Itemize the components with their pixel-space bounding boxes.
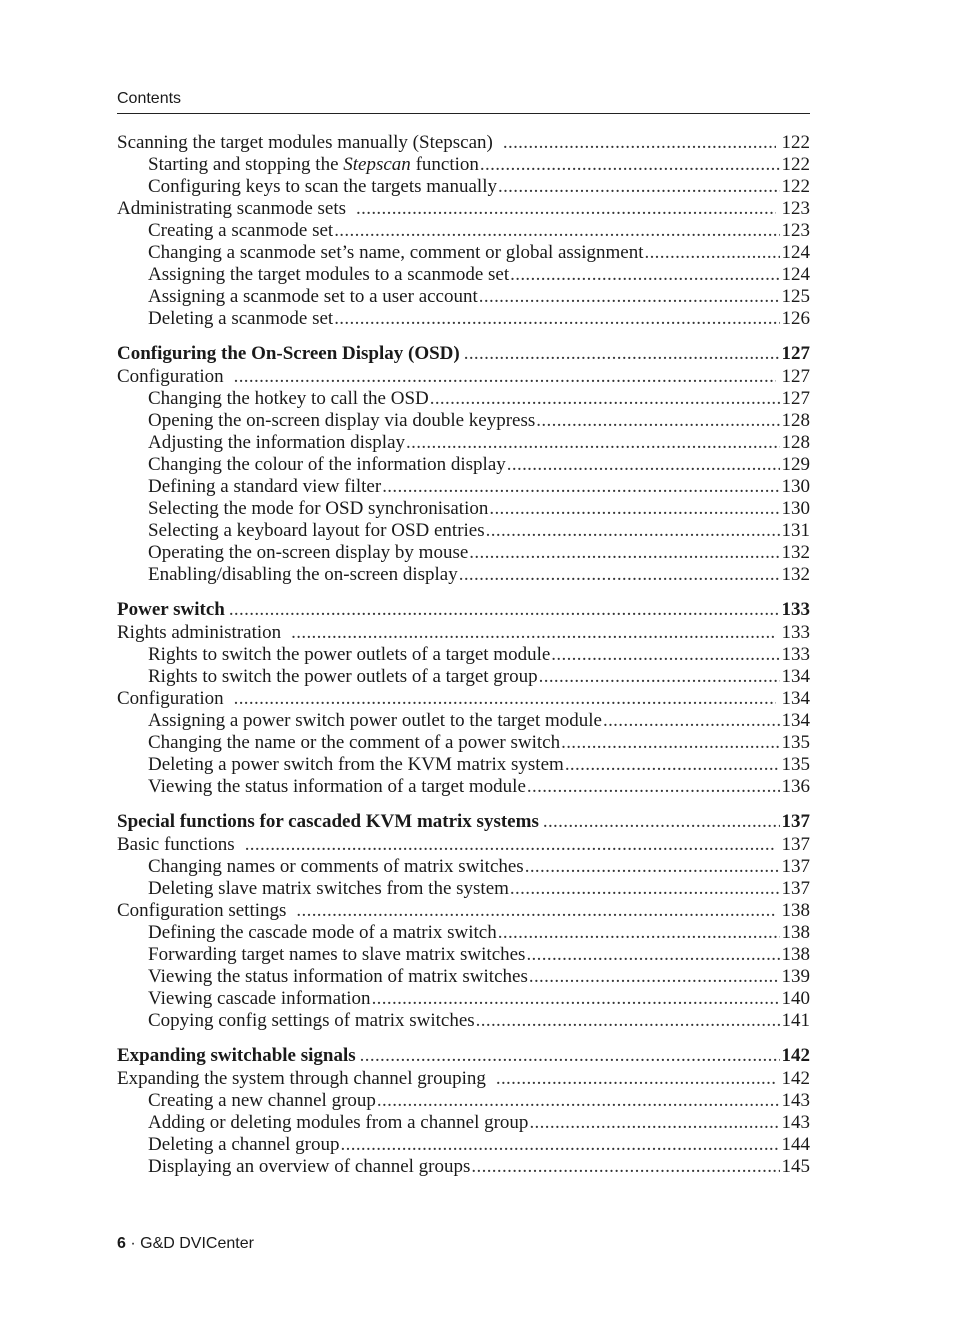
toc-entry-page: 122 — [781, 154, 810, 175]
table-of-contents — [117, 132, 810, 1178]
toc-entry-page: 137 — [781, 856, 810, 877]
toc-entry-page: 133 — [781, 599, 810, 620]
toc-entry-sub[interactable] — [117, 1134, 810, 1156]
toc-entry-title: Expanding the system through channel grouping — [117, 1068, 486, 1089]
dot-leader — [372, 988, 780, 1010]
toc-entry-title: Enabling/disabling the on-screen display — [148, 564, 458, 585]
toc-entry-page: 137 — [781, 811, 810, 832]
toc-entry-title: Power switch — [117, 599, 225, 620]
toc-entry-sub[interactable] — [117, 410, 810, 432]
dot-leader — [536, 410, 779, 432]
toc-entry-top[interactable] — [117, 688, 810, 710]
toc-entry-sub[interactable] — [117, 564, 810, 586]
toc-entry-sub[interactable] — [117, 732, 810, 754]
dot-leader — [291, 622, 775, 644]
dot-leader — [496, 1068, 776, 1090]
toc-entry-sub[interactable] — [117, 944, 810, 966]
toc-entry-title: Adding or deleting modules from a channel group — [148, 1112, 529, 1133]
toc-entry-sub[interactable] — [117, 220, 810, 242]
toc-entry-title: Changing the hotkey to call the OSD — [148, 388, 429, 409]
toc-entry-page: 144 — [781, 1134, 810, 1155]
toc-entry-title: Copying config settings of matrix switches — [148, 1010, 475, 1031]
toc-entry-title: Scanning the target modules manually (Stepscan) — [117, 132, 493, 153]
toc-entry-title: Rights administration — [117, 622, 282, 643]
toc-entry-sub[interactable] — [117, 966, 810, 988]
toc-entry-title: Expanding switchable signals — [117, 1045, 356, 1066]
dot-leader — [360, 1044, 780, 1068]
toc-entry-top[interactable] — [117, 366, 810, 388]
toc-entry-page: 137 — [781, 834, 810, 855]
toc-entry-page: 131 — [781, 520, 810, 541]
page-footer — [117, 1234, 254, 1254]
toc-entry-sub[interactable] — [117, 1112, 810, 1134]
toc-entry-page: 130 — [781, 498, 810, 519]
toc-entry-page: 124 — [781, 264, 810, 285]
toc-entry-title: Deleting a channel group — [148, 1134, 340, 1155]
toc-entry-title: Configuration settings — [117, 900, 287, 921]
toc-entry-page: 140 — [781, 988, 810, 1009]
toc-entry-title: Viewing the status information of matrix switches — [148, 966, 528, 987]
toc-entry-page: 142 — [781, 1045, 810, 1066]
toc-entry-page: 132 — [781, 542, 810, 563]
toc-entry-page: 134 — [781, 688, 810, 709]
toc-entry-title: Displaying an overview of channel groups — [148, 1156, 471, 1177]
toc-entry-title: Changing the name or the comment of a power switch — [148, 732, 561, 753]
dot-leader — [498, 922, 780, 944]
toc-entry-sub[interactable] — [117, 388, 810, 410]
toc-entry-page: 141 — [781, 1010, 810, 1031]
dot-leader — [551, 644, 779, 666]
dot-leader — [480, 154, 780, 176]
dot-leader — [603, 710, 780, 732]
toc-entry-sub[interactable] — [117, 176, 810, 198]
toc-entry-page: 137 — [781, 878, 810, 899]
dot-leader — [527, 776, 780, 798]
toc-entry-page: 132 — [781, 564, 810, 585]
dot-leader — [334, 308, 779, 330]
toc-entry-sub[interactable] — [117, 1156, 810, 1178]
toc-entry-page: 134 — [781, 666, 810, 687]
footer-doc-title: G&D DVICenter — [140, 1235, 254, 1252]
toc-entry-sub[interactable] — [117, 1010, 810, 1032]
dot-leader — [510, 878, 780, 900]
toc-entry-title: Creating a new channel group — [148, 1090, 376, 1111]
toc-entry-page: 142 — [781, 1068, 810, 1089]
dot-leader — [471, 1156, 779, 1178]
toc-entry-page: 133 — [781, 622, 810, 643]
toc-entry-sub[interactable] — [117, 754, 810, 776]
dot-leader — [565, 754, 780, 776]
toc-entry-sub[interactable] — [117, 644, 810, 666]
dot-leader — [543, 810, 780, 834]
toc-entry-chapter[interactable] — [117, 342, 810, 366]
dot-leader — [356, 198, 775, 220]
dot-leader — [539, 666, 780, 688]
toc-entry-title: Selecting the mode for OSD synchronisation — [148, 498, 489, 519]
dot-leader — [430, 388, 780, 410]
toc-entry-top[interactable] — [117, 198, 810, 220]
toc-entry-top[interactable] — [117, 132, 810, 154]
toc-entry-page: 130 — [781, 476, 810, 497]
toc-entry-page: 129 — [781, 454, 810, 475]
page-header: Contents — [117, 90, 182, 107]
toc-entry-page: 127 — [781, 366, 810, 387]
dot-leader — [476, 1010, 780, 1032]
dot-leader — [525, 856, 780, 878]
toc-entry-page: 122 — [781, 132, 810, 153]
dot-leader — [644, 242, 779, 264]
toc-entry-page: 145 — [781, 1156, 810, 1177]
toc-entry-title-part: Starting and stopping the — [148, 154, 344, 175]
toc-entry-sub[interactable] — [117, 988, 810, 1010]
dot-leader — [334, 220, 779, 242]
dot-leader — [464, 342, 780, 366]
toc-entry-page: 123 — [781, 198, 810, 219]
toc-entry-page: 139 — [781, 966, 810, 987]
dot-leader — [489, 498, 779, 520]
toc-entry-page: 138 — [781, 944, 810, 965]
toc-entry-sub[interactable] — [117, 498, 810, 520]
toc-entry-title: Assigning a power switch power outlet to the target module — [148, 710, 602, 731]
toc-entry-page: 138 — [781, 900, 810, 921]
toc-entry-title: Operating the on-screen display by mouse — [148, 542, 469, 563]
toc-entry-sub[interactable] — [117, 710, 810, 732]
toc-entry-page: 135 — [781, 732, 810, 753]
toc-entry-title: Assigning the target modules to a scanmode set — [148, 264, 510, 285]
toc-entry-title: Assigning a scanmode set to a user account — [148, 286, 478, 307]
toc-entry-page: 126 — [781, 308, 810, 329]
dot-leader — [406, 432, 779, 454]
dot-leader — [479, 286, 780, 308]
toc-entry-page: 134 — [781, 710, 810, 731]
header-divider — [117, 113, 810, 114]
toc-entry-page: 128 — [781, 432, 810, 453]
toc-entry-page: 138 — [781, 922, 810, 943]
toc-entry-page: 143 — [781, 1112, 810, 1133]
toc-entry-sub[interactable] — [117, 542, 810, 564]
footer-page-number: 6 — [117, 1235, 126, 1252]
toc-entry-title: Deleting a power switch from the KVM matrix system — [148, 754, 564, 775]
dot-leader — [229, 598, 780, 622]
toc-entry-title: Creating a scanmode set — [148, 220, 334, 241]
toc-entry-sub[interactable] — [117, 242, 810, 264]
dot-leader — [469, 542, 779, 564]
toc-entry-title: Deleting slave matrix switches from the system — [148, 878, 509, 899]
toc-entry-title: Rights to switch the power outlets of a target module — [148, 644, 551, 665]
toc-entry-sub[interactable] — [117, 308, 810, 330]
toc-entry-title: Basic functions — [117, 834, 235, 855]
toc-entry-chapter[interactable] — [117, 1044, 810, 1068]
toc-entry-chapter[interactable] — [117, 598, 810, 622]
dot-leader — [561, 732, 779, 754]
footer-separator: · — [125, 1235, 141, 1252]
dot-leader — [498, 176, 780, 198]
dot-leader — [529, 1112, 779, 1134]
toc-entry-sub[interactable] — [117, 878, 810, 900]
toc-entry-title: Defining the cascade mode of a matrix switch — [148, 922, 497, 943]
toc-entry-sub[interactable] — [117, 264, 810, 286]
toc-entry-page: 128 — [781, 410, 810, 431]
dot-leader — [234, 688, 776, 710]
dot-leader — [341, 1134, 780, 1156]
toc-entry-title: Changing a scanmode set’s name, comment or global assignment — [148, 242, 644, 263]
toc-entry-title: Opening the on-screen display via double keypress — [148, 410, 536, 431]
dot-leader — [486, 520, 780, 542]
toc-entry-sub[interactable] — [117, 1090, 810, 1112]
toc-entry-title: Viewing the status information of a target module — [148, 776, 526, 797]
toc-entry-page: 122 — [781, 176, 810, 197]
toc-entry-title: Viewing cascade information — [148, 988, 371, 1009]
dot-leader — [459, 564, 780, 586]
toc-entry-title: Adjusting the information display — [148, 432, 406, 453]
toc-entry-page: 127 — [781, 388, 810, 409]
dot-leader — [234, 366, 776, 388]
toc-entry-title: Special functions for cascaded KVM matrix systems — [117, 811, 539, 832]
toc-entry-sub[interactable] — [117, 776, 810, 798]
toc-entry-chapter[interactable] — [117, 810, 810, 834]
toc-entry-page: 136 — [781, 776, 810, 797]
toc-entry-top[interactable] — [117, 622, 810, 644]
toc-entry-title: Deleting a scanmode set — [148, 308, 334, 329]
dot-leader — [507, 454, 780, 476]
toc-entry-page: 133 — [781, 644, 810, 665]
toc-entry-title: Defining a standard view filter — [148, 476, 382, 497]
dot-leader — [503, 132, 776, 154]
toc-entry-title: Changing names or comments of matrix switches — [148, 856, 524, 877]
toc-entry-sub[interactable] — [117, 856, 810, 878]
toc-entry-sub[interactable] — [117, 286, 810, 308]
toc-entry-title-part: function — [410, 154, 479, 175]
toc-entry-title: Administrating scanmode sets — [117, 198, 347, 219]
toc-entry-page: 124 — [781, 242, 810, 263]
toc-entry-page: 127 — [781, 343, 810, 364]
dot-leader — [296, 900, 775, 922]
toc-entry-sub[interactable] — [117, 666, 810, 688]
toc-entry-title: Configuration — [117, 366, 224, 387]
toc-entry-title: Rights to switch the power outlets of a target group — [148, 666, 538, 687]
toc-entry-sub[interactable] — [117, 520, 810, 542]
toc-entry-page: 143 — [781, 1090, 810, 1111]
toc-entry-sub[interactable] — [117, 154, 810, 176]
toc-entry-title — [148, 154, 479, 176]
toc-entry-page: 135 — [781, 754, 810, 775]
dot-leader — [377, 1090, 780, 1112]
toc-entry-title: Configuring the On-Screen Display (OSD) — [117, 343, 460, 364]
toc-entry-sub[interactable] — [117, 432, 810, 454]
toc-entry-top[interactable] — [117, 834, 810, 856]
toc-entry-title: Changing the colour of the information display — [148, 454, 506, 475]
dot-leader — [529, 966, 780, 988]
dot-leader — [510, 264, 779, 286]
dot-leader — [526, 944, 779, 966]
toc-entry-sub[interactable] — [117, 476, 810, 498]
toc-entry-title: Forwarding target names to slave matrix switches — [148, 944, 526, 965]
toc-entry-title: Selecting a keyboard layout for OSD entries — [148, 520, 485, 541]
toc-entry-page: 125 — [781, 286, 810, 307]
toc-entry-top[interactable] — [117, 900, 810, 922]
toc-entry-sub[interactable] — [117, 454, 810, 476]
toc-entry-top[interactable] — [117, 1068, 810, 1090]
toc-entry-sub[interactable] — [117, 922, 810, 944]
dot-leader — [245, 834, 776, 856]
toc-entry-page: 123 — [781, 220, 810, 241]
toc-entry-title: Configuration — [117, 688, 224, 709]
toc-entry-title-emphasis: Stepscan — [343, 154, 411, 175]
toc-entry-title: Configuring keys to scan the targets manually — [148, 176, 497, 197]
dot-leader — [382, 476, 779, 498]
